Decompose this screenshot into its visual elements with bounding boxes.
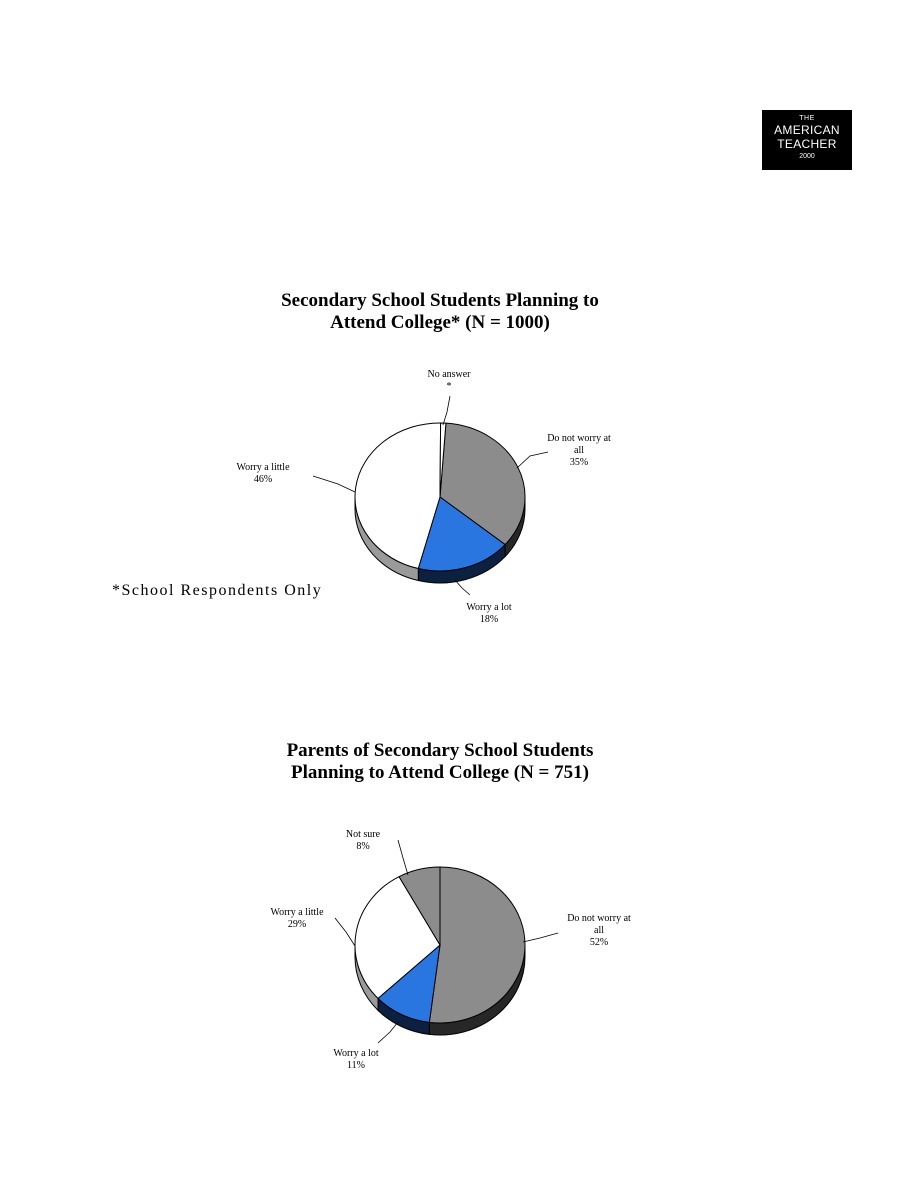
chart-2-title-line-2: Planning to Attend College (N = 751)	[291, 762, 589, 783]
logo-line-2: AMERICAN	[774, 123, 840, 137]
chart-1-slice-3-value-label: 46%	[253, 474, 273, 485]
chart-2-slice-2-label: Worry a lot	[333, 1048, 379, 1059]
chart-1-slice-2-label: Worry a lot	[466, 602, 512, 613]
chart-2-title-line-1: Parents of Secondary School Students	[286, 740, 594, 761]
chart-2-slice-4-label: Not sure	[345, 829, 381, 840]
chart-2-slice-3-label: Worry a little	[270, 907, 324, 918]
chart-1-title-line-2: Attend College* (N = 1000)	[330, 312, 550, 333]
logo-line-1: THE	[799, 115, 815, 122]
chart-2-slice-4-value-label: 8%	[356, 841, 370, 852]
logo-line-4: 2000	[799, 153, 815, 160]
chart-2-slice-1-label: Do not worry at	[567, 913, 631, 924]
chart-2-slice-2-value-label: 11%	[347, 1060, 365, 1071]
chart-1-slice-3-label: Worry a little	[236, 462, 290, 473]
chart-1-slice-4-label: No answer	[427, 369, 471, 380]
chart-1-slice-1-label: Do not worry at	[547, 433, 611, 444]
chart-2-leader-line-3	[335, 918, 355, 946]
logo-line-3: TEACHER	[777, 137, 837, 151]
chart-2-leader-line-4	[398, 840, 408, 875]
chart-2-slice-1-value-label: 52%	[589, 937, 609, 948]
chart-2-slice-3-value-label: 29%	[287, 919, 307, 930]
chart-1-slice-2-value-label: 18%	[479, 614, 499, 625]
chart-1-slice-1-label: all	[574, 445, 584, 456]
chart-2-leader-line-2	[378, 1022, 398, 1043]
footnote: *School Respondents Only	[112, 582, 323, 599]
chart-1-slice-4-value-label: *	[446, 381, 452, 392]
chart-2-slice-1-label: all	[594, 925, 604, 936]
chart-1-slice-1-value-label: 35%	[569, 457, 589, 468]
chart-2-leader-line-1	[523, 933, 558, 942]
chart-1-title-line-1: Secondary School Students Planning to	[281, 290, 599, 311]
